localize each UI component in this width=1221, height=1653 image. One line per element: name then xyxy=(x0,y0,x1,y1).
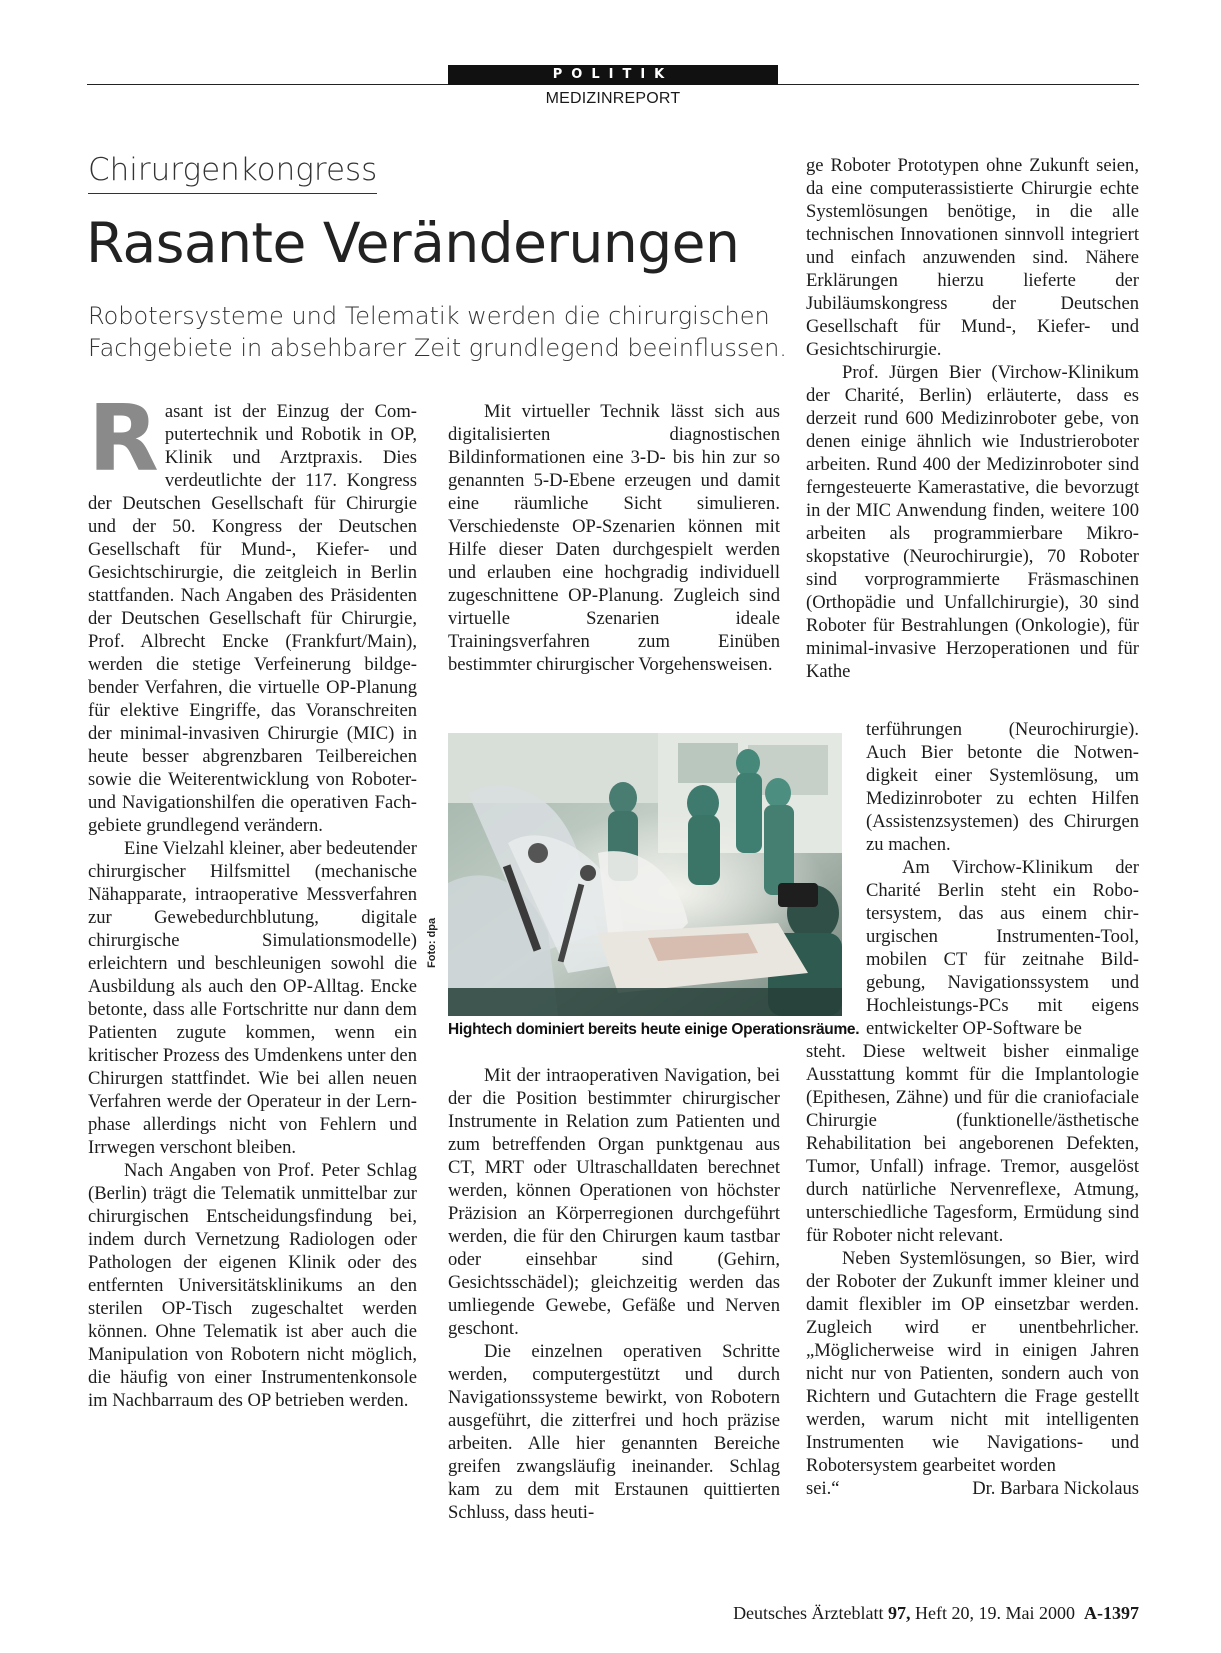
photo-credit: Foto: dpa xyxy=(426,917,438,968)
standfirst-line-2: Fachgebiete in absehbarer Zeit grundlegend beeinflussen. xyxy=(88,334,787,362)
text-column-2-bottom xyxy=(448,1064,780,1524)
text-column-3-top xyxy=(806,154,1139,683)
paragraph: Mit der intraoperativen Navigation, bei der die Position bestimmter chirurgischer Instrumente in Relation zum Patienten und zum betreffenden Organ punktgenau aus CT, MRT oder Ultraschalldaten berechnet werden, können Operationen von höchster Präzision an Körperregionen durchgeführt werden, die für den Chirurgen kaum tastbar oder einsehbar sind (Gehirn, Gesichtsschädel); gleichzeitig werden das umliegende Gewebe, Gefäße und Nerven geschont. xyxy=(448,1065,780,1339)
paragraph: Prof. Jürgen Bier (Virchow-Klinikum der Charité, Berlin) erläuterte, dass es derzeit rund 600 Medizinroboter gebe, von denen einige ähnlich wie Industrieroboter arbeiten. Rund 400 der Medizinroboter sind ferngesteuerte Kamerastative, die bevorzugt in der MIC Anwendung finden, weitere 100 arbeiten als programmierbare Mikroskopstative (Neurochirurgie), 70 Roboter sind vorprogrammierte Fräsmaschinen (Orthopädie und Unfallchirurgie), 30 sind Roboter für Bestrahlungen (Onkologie), für minimal-invasive Herzoperationen und für Kathe xyxy=(806,362,1139,682)
paragraph: steht. Diese weltweit bisher einmalige Ausstattung kommt für die Implantologie (Epithesen, Zähne) und für die craniofaciale Chirurgie (funktionelle/ästhetische Rehabilitation bei angeborenen Defekten, Tumor, Unfall) infrage. Tremor, ausgelöst durch natürliche Nervenreflexe, Atmung, unterschiedliche Tagesform, Ermüdung sind für Roboter nicht relevant. xyxy=(806,1041,1139,1246)
paragraph: Die einzelnen operativen Schritte werden, computergestützt und durch Navigationssysteme bewirkt, von Robotern ausgeführt, die zitterfrei und hoch präzise arbeiten. Alle hier genannten Bereiche greifen zwangsläufig ineinander. Schlag kam zu dem mit Erstaunen quittierten Schluss, dass heuti- xyxy=(448,1341,780,1523)
text-column-1 xyxy=(88,385,417,1412)
section-label: POLITIK xyxy=(448,65,778,85)
paragraph xyxy=(88,385,417,837)
quote-end: sei.“ xyxy=(806,1478,840,1499)
page-footer xyxy=(560,1603,1139,1624)
paragraph: terführungen (Neurochirurgie). Auch Bier betonte die Notwendigkeit einer Systemlösung, um Medizinroboter zu echten Hilfen (Assistenzsystemen) des Chirurgen zu machen. xyxy=(866,719,1139,855)
operating-room-photo xyxy=(448,733,842,1016)
paragraph: Mit virtueller Technik lässt sich aus digitalisierten diagnostischen Bildinformationen eine 3-D- bis hin zur so genannten 5-D-Ebene erzeugen und damit eine räumliche Sicht simulieren. Verschiedenste OP-Szenarien können mit Hilfe dieser Daten durchgespielt werden und erlauben eine hochgradig individuell zugeschnittene OP-Planung. Zugleich sind virtuelle Szenarien ideale Trainingsverfahren zum Einüben bestimmter chirurgischer Vorgehensweisen. xyxy=(448,401,780,675)
paragraph: ge Roboter Prototypen ohne Zukunft seien, da eine computerassistierte Chirurgie echte Systemlösungen benötige, in die alle technischen Innovationen sinnvoll integriert und einfach anzuwenden sind. Nähere Erklärungen hierzu lieferte der Jubiläumskongress der Deutschen Gesellschaft für Mund-, Kiefer- und Gesichtschirurgie. xyxy=(806,155,1139,360)
article-standfirst xyxy=(88,300,788,364)
text-column-3-bottom xyxy=(806,1040,1139,1500)
paragraph: Am Virchow-Klinikum der Charité Berlin steht ein Robotersystem, das aus einem chirurgischen Instrumenten-Tool, mobilen CT für zeitnahe Bildgebung, Navigationssystem und Hochleistungs-PCs mit eigens entwickelter OP-Software be xyxy=(866,857,1139,1039)
signature-line xyxy=(806,1477,1139,1500)
text-column-2-top xyxy=(448,400,780,676)
page-number: A-1397 xyxy=(1084,1603,1139,1623)
journal-volume: 97, xyxy=(888,1603,911,1623)
journal-issue: Heft 20, 19. Mai 2000 xyxy=(915,1603,1075,1623)
subsection-label: MEDIZINREPORT xyxy=(545,90,681,107)
article-kicker: Chirurgenkongress xyxy=(88,150,377,194)
text-column-3-narrow xyxy=(866,718,1139,1040)
paragraph: Eine Vielzahl kleiner, aber bedeutender chirurgischer Hilfsmittel (mechanische Nähapparate, intraoperative Messverfahren zur Gewebedurchblutung, digitale chirurgische Simulationsmodelle) erleichtern und beschleunigen sowohl die Ausbildung als auch den OP-Alltag. Encke betonte, dass alle Fortschritte nur dann dem Patienten zugute kommen, wenn ein kritischer Prozess des Umdenkens unter den Chirurgen stattfindet. Wie bei allen neuen Verfahren werde der Operateur in der Lernphase allerdings nicht von Fehlern und Irrwegen verschont bleiben. xyxy=(88,838,417,1158)
article-headline: Rasante Veränderungen xyxy=(86,211,740,275)
author-name: Dr. Barbara Nickolaus xyxy=(972,1478,1139,1499)
journal-name: Deutsches Ärzteblatt xyxy=(733,1603,884,1623)
paragraph: Neben Systemlösungen, so Bier, wird der Roboter der Zukunft immer kleiner und damit flexibler im OP einsetzbar werden. Zugleich wird er unentbehrlicher. „Möglicherweise wird in einigen Jahren nicht nur von Patienten, sondern auch von Richtern und Gutachtern die Frage gestellt werden, warum nicht mit intelligenten Instrumenten wie Navigations- und Robotersystem gearbeitet worden xyxy=(806,1248,1139,1476)
paragraph: Nach Angaben von Prof. Peter Schlag (Berlin) trägt die Telematik unmittelbar zur chirurgischen Entscheidungsfindung bei, indem durch Vernetzung Radiologen oder Pathologen der eigenen Klinik oder des entfernten Universitätsklinikums an den sterilen OP-Tisch zugeschaltet werden können. Ohne Telematik ist aber auch die Manipulation von Robotern nicht möglich, die häufig von einer Instrumentenkonsole im Nachbarraum des OP betrieben werden. xyxy=(88,1160,417,1411)
drop-cap: R xyxy=(88,385,159,492)
photo-caption: Hightech dominiert bereits heute einige Operationsräume. xyxy=(448,1021,860,1038)
paragraph-text: asant ist der Einzug der Computertechnik und Robotik in OP, Klinik und Arztpraxis. Dies verdeutlichte der 117. Kongress der Deutschen Gesellschaft für Chirurgie und der 50. Kongress der Deutschen Gesellschaft für Mund-, Kiefer- und Gesichtschirurgie, die zeitgleich in Berlin stattfanden. Nach Angaben des Präsidenten der Deutschen Gesellschaft für Chirurgie, Prof. Albrecht Encke (Frankfurt/Main), werden die stetige Verfeinerung bildgebender Verfahren, die virtuelle OP-Planung für elektive Eingriffe, das Voranschreiten der minimal-invasiven Chirurgie (MIC) in heute besser abgrenzbaren Teilbereichen sowie die Weiterentwicklung von Roboter- und Navigationshilfen die operativen Fachgebiete grundlegend verändern. xyxy=(88,401,417,836)
standfirst-line-1: Robotersysteme und Telematik werden die chirurgischen xyxy=(88,302,770,330)
